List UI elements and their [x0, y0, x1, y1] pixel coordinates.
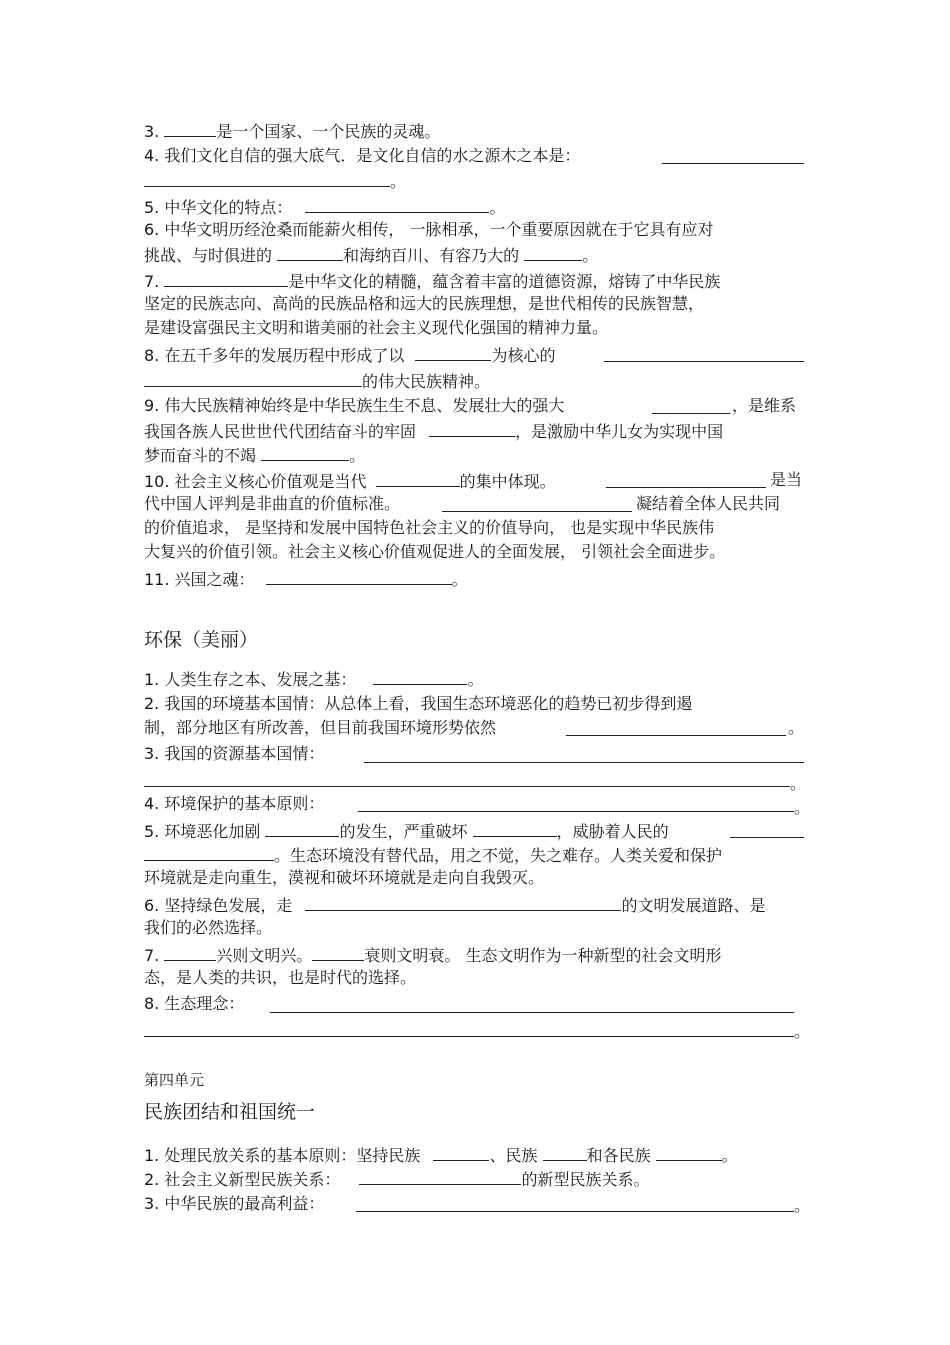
env-section-title: 环保（美丽）	[144, 629, 259, 651]
unit-label: 第四单元	[144, 1071, 205, 1089]
culture-q10-l3: 的价值追求， 是坚持和发展中国特色社会主义的价值导向， 也是实现中华民族伟	[144, 518, 715, 537]
blank[interactable]	[359, 1168, 521, 1185]
blank[interactable]	[144, 170, 390, 187]
culture-q3: 3. 是一个国家、一个民族的灵魂。	[144, 122, 441, 141]
culture-q6-l1: 6. 中华文明历经沧桑而能薪火相传， 一脉相承，一个重要原因就在于它具有应对	[144, 220, 714, 239]
culture-q5: 5. 中华文化的特点： 。	[144, 198, 506, 217]
blank[interactable]	[265, 820, 339, 837]
answer-line[interactable]	[356, 1211, 794, 1212]
blank[interactable]	[543, 1144, 587, 1161]
culture-q4-cont: 。	[144, 170, 406, 192]
blank[interactable]	[305, 894, 621, 911]
blank[interactable]	[606, 471, 766, 488]
unit4-q3: 3. 中华民族的最高利益：	[144, 1194, 325, 1213]
env-q5-l3: 环境就是走向重生，漠视和破坏环境就是走向自我毁灭。	[144, 868, 545, 887]
blank[interactable]	[144, 844, 274, 861]
blank[interactable]	[566, 719, 786, 736]
blank[interactable]	[277, 244, 343, 261]
culture-q9-l3: 梦而奋斗的不竭 。	[144, 446, 366, 465]
culture-q7-l1: 7. 是中华文化的精髓，蕴含着丰富的道德资源，熔铸了中华民族	[144, 272, 721, 291]
blank[interactable]	[473, 820, 557, 837]
unit4-q2: 2. 社会主义新型民族关系： 的新型民族关系。	[144, 1170, 650, 1189]
culture-q7-l3: 是建设富强民主文明和谐美丽的社会主义现代化强国的精神力量。	[144, 318, 609, 337]
env-q7-l2: 态，是人类的共识，也是时代的选择。	[144, 968, 417, 987]
culture-q7-l2: 坚定的民族志向、高尚的民族品格和远大的民族理想，是世代相传的民族智慧，	[144, 294, 705, 313]
blank[interactable]	[261, 444, 349, 461]
blank[interactable]	[656, 1144, 722, 1161]
env-q1: 1. 人类生存之本、发展之基： 。	[144, 670, 484, 689]
env-q4: 4. 环境保护的基本原则：	[144, 794, 325, 813]
answer-line[interactable]	[144, 786, 790, 787]
culture-q11: 11. 兴国之魂： 。	[144, 570, 468, 589]
blank[interactable]	[373, 668, 467, 685]
env-q3: 3. 我国的资源基本国情：	[144, 744, 325, 763]
unit-title: 民族团结和祖国统一	[144, 1101, 316, 1123]
culture-q10-l4: 大复兴的价值引领。社会主义核心价值观促进人的全面发展， 引领社会全面进步。	[144, 542, 726, 561]
blank[interactable]	[144, 370, 362, 387]
culture-q10-l2: 代中国人评判是非曲直的价值标准。	[144, 494, 401, 513]
blank[interactable]	[376, 470, 460, 487]
blank[interactable]	[415, 344, 491, 361]
env-q6-l1: 6. 坚持绿色发展，走 的文明发展道路、是	[144, 896, 766, 915]
env-q8: 8. 生态理念：	[144, 994, 245, 1013]
culture-q8-l1: 8. 在五千多年的发展历程中形成了以 为核心的	[144, 346, 556, 365]
blank[interactable]	[652, 397, 730, 414]
culture-q8-l2: 的伟大民族精神。	[144, 370, 490, 392]
blank[interactable]	[433, 1144, 489, 1161]
culture-q9-l2: 我国各族人民世世代代团结奋斗的牢固 ，是激励中华儿女为实现中国	[144, 422, 724, 441]
blank[interactable]	[524, 244, 582, 261]
culture-q10-l1: 10. 社会主义核心价值观是当代 的集中体现。	[144, 472, 556, 491]
env-q2-l1: 2. 我国的环境基本国情：从总体上看，我国生态环境恶化的趋势已初步得到遏	[144, 694, 693, 713]
env-q2-l2: 制，部分地区有所改善，但目前我国环境形势依然	[144, 718, 497, 737]
unit4-q1: 1. 处理民放关系的基本原则：坚持民族 、民族 和各民族 。	[144, 1146, 738, 1165]
env-q5-l1: 5. 环境恶化加剧 的发生，严重破坏 ，威胁着人民的	[144, 822, 669, 841]
blank[interactable]	[164, 944, 216, 961]
blank[interactable]	[662, 147, 804, 164]
env-q7-l1: 7. 兴则文明兴。 衰则文明衰。 生态文明作为一种新型的社会文明形	[144, 946, 722, 965]
answer-line[interactable]	[358, 811, 794, 812]
blank[interactable]	[305, 196, 489, 213]
blank[interactable]	[266, 568, 452, 585]
answer-line[interactable]	[364, 762, 804, 763]
culture-q9-l1: 9. 伟大民族精神始终是中华民族生生不息、发展壮大的强大	[144, 396, 565, 415]
blank[interactable]	[429, 420, 515, 437]
answer-line[interactable]	[144, 1036, 794, 1037]
blank[interactable]	[730, 821, 804, 838]
culture-q4: 4. 我们文化自信的强大底气．是文化自信的水之源木之本是：	[144, 146, 581, 165]
env-q5-l2: 。生态环境没有替代品，用之不觉，失之难存。人类关爱和保护	[144, 844, 722, 866]
answer-line[interactable]	[270, 1012, 794, 1013]
blank[interactable]	[164, 120, 216, 137]
blank[interactable]	[604, 345, 804, 362]
env-q6-l2: 我们的必然选择。	[144, 918, 273, 937]
blank[interactable]	[312, 944, 364, 961]
blank[interactable]	[442, 495, 632, 512]
blank[interactable]	[164, 270, 288, 287]
culture-q6-l2: 挑战、与时俱进的 和海纳百川、有容乃大的 。	[144, 246, 599, 265]
